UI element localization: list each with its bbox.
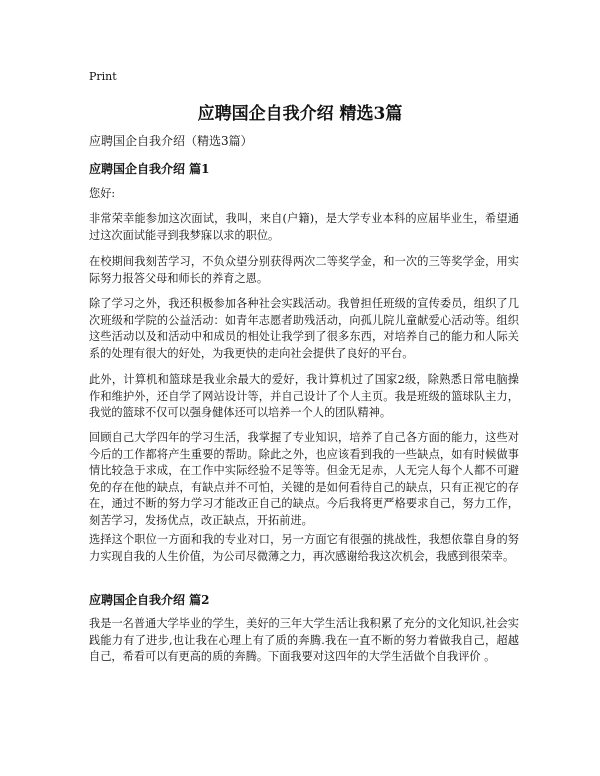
print-label[interactable]: Print bbox=[89, 70, 117, 83]
document-title: 应聘国企自我介绍 精选3篇 bbox=[197, 104, 403, 124]
section-heading-2: 应聘国企自我介绍 篇2 bbox=[89, 593, 210, 607]
greeting: 您好: bbox=[89, 187, 116, 200]
paragraph: 除了学习之外，我还积极参加各种社会实践活动。我曾担任班级的宣传委员，组织了几次班级和学院的公益活动：如青年志愿者助残活动，向孤儿院儿童献爱心活动等。组织这些活动以及和活动中和成员的相处让我学到了很多东西，对培养自己的能力和人际关系的处理有很大的好处，为我更快的走向社会提供了良好的平台。 bbox=[89, 297, 519, 360]
paragraph: 回顾自己大学四年的学习生活，我掌握了专业知识，培养了自己各方面的能力，这些对今后的工作都将产生重要的帮助。除此之外，也应该看到我的一些缺点，如有时候做事情比较急于求成，在工作中实际经验不足等等。但金无足赤，人无完人每个人都不可避免的存在他的缺点，有缺点并不可怕，关键的是如何看待自己的缺点，只有正视它的存在，通过不断的努力学习才能改正自己的缺点。今后我将更严格要求自己，努力工作，刻苦学习，发扬优点，改正缺点，开拓前进。 bbox=[89, 431, 519, 527]
paragraph: 此外，计算机和篮球是我业余最大的爱好，我计算机过了国家2级，除熟悉日常电脑操作和维护外，还自学了网站设计等，并自己设计了个人主页。我是班级的篮球队主力，我觉的篮球不仅可以强身健体还可以培养一个人的团队精神。 bbox=[89, 373, 519, 420]
section-heading-1: 应聘国企自我介绍 篇1 bbox=[89, 162, 210, 176]
document-subtitle: 应聘国企自我介绍（精选3篇） bbox=[89, 134, 253, 148]
paragraph: 在校期间我刻苦学习，不负众望分别获得两次二等奖学金，和一次的三等奖学金，用实际努力报答父母和师长的养育之恩。 bbox=[89, 255, 519, 285]
paragraph: 我是一名普通大学毕业的学生，美好的三年大学生活让我积累了充分的文化知识,社会实践能力有了进步,也让我在心理上有了质的奔腾.我在一直不断的努力着做我自己，超越自己，希看可以有更高的质的奔腾。下面我要对这四年的大学生活做个自我评价 。 bbox=[89, 617, 519, 664]
paragraph: 非常荣幸能参加这次面试，我叫，来自(户籍)，是大学专业本科的应届毕业生，希望通过这次面试能寻到我梦寐以求的职位。 bbox=[89, 212, 519, 242]
paragraph: 选择这个职位一方面和我的专业对口，另一方面它有很强的挑战性，我想依靠自身的努力实现自我的人生价值，为公司尽微薄之力，再次感谢给我这次机会，我感到很荣幸。 bbox=[89, 533, 519, 563]
